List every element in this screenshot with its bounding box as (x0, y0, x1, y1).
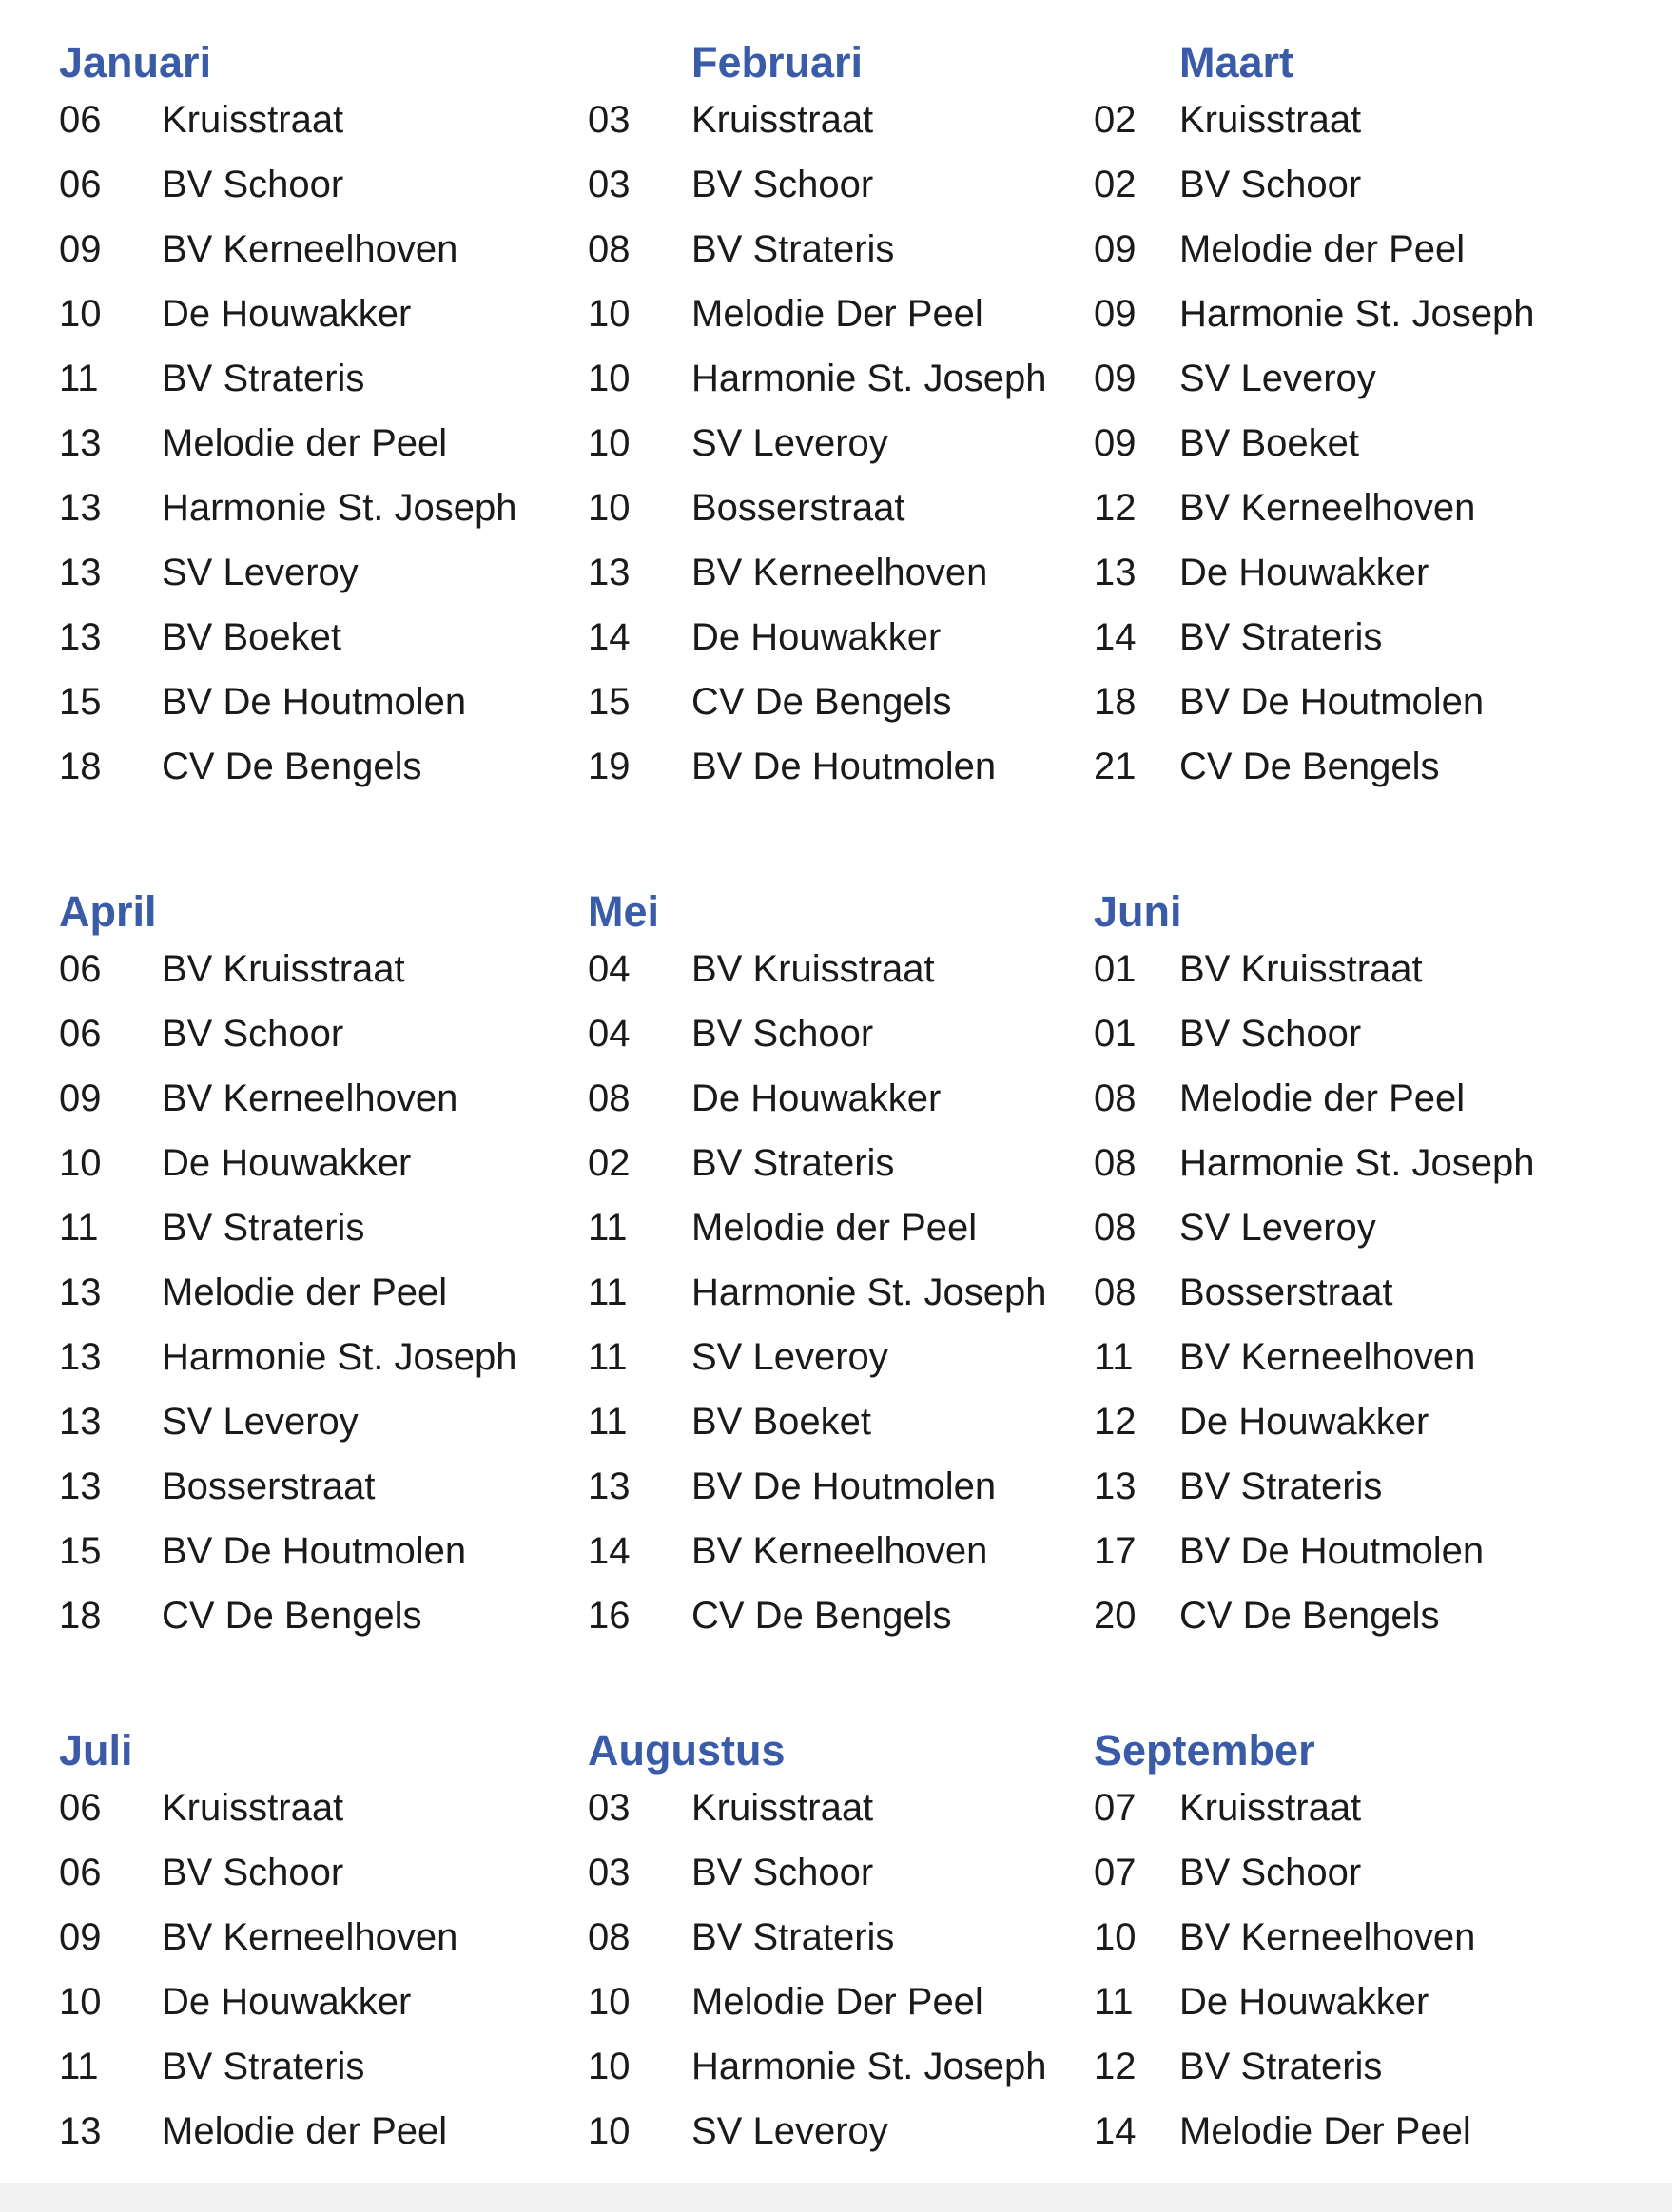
schedule-organisation: BV Strateris (1179, 616, 1383, 658)
schedule-day: 16 (588, 1595, 631, 1637)
schedule-day: 11 (59, 1207, 99, 1249)
schedule-row (588, 1195, 1101, 1260)
schedule-row (1094, 1195, 1607, 1260)
schedule-organisation: SV Leveroy (1179, 1207, 1376, 1249)
schedule-row (59, 937, 573, 1001)
schedule-organisation: De Houwakker (691, 616, 942, 658)
schedule-organisation: SV Leveroy (691, 1336, 888, 1378)
schedule-row (588, 411, 1101, 475)
schedule-day: 09 (59, 1077, 102, 1119)
schedule-row (59, 1454, 573, 1519)
schedule-day: 10 (588, 487, 631, 529)
schedule-row (59, 1583, 573, 1648)
schedule-organisation: Bosserstraat (162, 1465, 376, 1507)
schedule-organisation: Harmonie St. Joseph (162, 1336, 517, 1378)
schedule-organisation: CV De Bengels (162, 746, 422, 787)
schedule-organisation: BV Schoor (691, 1013, 874, 1055)
schedule-row (588, 2034, 1101, 2099)
schedule-organisation: Melodie der Peel (1179, 1077, 1466, 1119)
schedule-organisation: Melodie der Peel (162, 422, 448, 464)
schedule-day: 11 (59, 358, 99, 399)
schedule-day: 12 (1094, 1401, 1137, 1443)
schedule-day: 18 (1094, 681, 1137, 723)
schedule-day: 06 (59, 164, 102, 205)
schedule-day: 10 (588, 422, 631, 464)
schedule-day: 09 (1094, 358, 1137, 399)
schedule-row (1094, 346, 1607, 411)
schedule-row (59, 1001, 573, 1066)
schedule-row (1094, 1775, 1607, 1840)
schedule-day: 08 (1094, 1077, 1137, 1119)
schedule-row (1094, 1131, 1607, 1195)
schedule-row (59, 1519, 573, 1583)
schedule-row (1094, 1905, 1607, 1969)
schedule-row (588, 1905, 1101, 1969)
schedule-organisation: Melodie Der Peel (691, 1981, 983, 2023)
schedule-organisation: BV Kerneelhoven (691, 552, 988, 593)
schedule-day: 11 (588, 1336, 628, 1378)
schedule-organisation: BV Kerneelhoven (162, 228, 458, 270)
schedule-organisation: BV Schoor (1179, 164, 1362, 205)
schedule-organisation: De Houwakker (162, 1981, 412, 2023)
month-title: Juli (59, 1726, 133, 1775)
schedule-day: 03 (588, 1787, 631, 1829)
schedule-organisation: Kruisstraat (162, 1787, 344, 1829)
schedule-organisation: Melodie Der Peel (1179, 2110, 1471, 2152)
schedule-organisation: CV De Bengels (691, 1595, 952, 1637)
schedule-row (59, 411, 573, 475)
month-entries (1094, 937, 1607, 1648)
schedule-row (588, 1325, 1101, 1389)
schedule-row (1094, 411, 1607, 475)
schedule-organisation: BV Kerneelhoven (162, 1077, 458, 1119)
schedule-organisation: Bosserstraat (1179, 1271, 1393, 1313)
schedule-row (59, 605, 573, 669)
schedule-day: 13 (588, 552, 631, 593)
schedule-row (59, 1066, 573, 1131)
schedule-organisation: BV Schoor (1179, 1013, 1362, 1055)
schedule-row (1094, 540, 1607, 605)
schedule-day: 02 (588, 1142, 631, 1184)
schedule-day: 09 (1094, 293, 1137, 335)
month-entries (59, 937, 573, 1648)
schedule-organisation: SV Leveroy (162, 1401, 359, 1443)
schedule-day: 14 (1094, 616, 1137, 658)
schedule-row (59, 346, 573, 411)
month-title: Juni (1094, 887, 1182, 936)
schedule-row (588, 217, 1101, 281)
schedule-day: 09 (1094, 228, 1137, 270)
schedule-row (1094, 1066, 1607, 1131)
schedule-organisation: Bosserstraat (691, 487, 905, 529)
month-block-augustus (588, 1726, 1101, 2163)
schedule-row (1094, 1969, 1607, 2034)
schedule-day: 03 (588, 99, 631, 141)
schedule-row (1094, 1325, 1607, 1389)
schedule-row (1094, 669, 1607, 734)
schedule-row (59, 475, 573, 540)
schedule-row (1094, 152, 1607, 217)
schedule-day: 02 (1094, 99, 1137, 141)
schedule-row (59, 1260, 573, 1325)
schedule-day: 13 (59, 616, 102, 658)
schedule-day: 07 (1094, 1787, 1137, 1829)
schedule-organisation: CV De Bengels (691, 681, 952, 723)
schedule-row (59, 2099, 573, 2163)
schedule-day: 13 (59, 1401, 102, 1443)
schedule-organisation: Melodie der Peel (691, 1207, 978, 1249)
schedule-day: 21 (1094, 746, 1137, 787)
month-title: Mei (588, 887, 660, 936)
schedule-day: 13 (1094, 552, 1137, 593)
schedule-row (588, 669, 1101, 734)
schedule-organisation: BV Kruisstraat (162, 948, 405, 990)
schedule-row (588, 281, 1101, 346)
schedule-row (59, 734, 573, 799)
schedule-organisation: BV Strateris (691, 228, 895, 270)
month-entries (59, 87, 573, 799)
schedule-row (1094, 1260, 1607, 1325)
schedule-day: 10 (1094, 1916, 1137, 1958)
schedule-row (588, 540, 1101, 605)
schedule-day: 15 (59, 1530, 102, 1572)
schedule-day: 08 (1094, 1271, 1137, 1313)
schedule-organisation: Kruisstraat (691, 99, 874, 141)
schedule-organisation: De Houwakker (162, 1142, 412, 1184)
schedule-day: 06 (59, 1013, 102, 1055)
schedule-row (588, 1583, 1101, 1648)
schedule-organisation: BV Strateris (1179, 1465, 1383, 1507)
schedule-row (588, 475, 1101, 540)
schedule-row (588, 87, 1101, 152)
month-entries (59, 1775, 573, 2163)
schedule-day: 06 (59, 99, 102, 141)
schedule-row (588, 1454, 1101, 1519)
schedule-organisation: De Houwakker (162, 293, 412, 335)
schedule-row (1094, 1454, 1607, 1519)
schedule-day: 01 (1094, 948, 1137, 990)
schedule-day: 15 (588, 681, 631, 723)
schedule-day: 02 (1094, 164, 1137, 205)
schedule-day: 10 (59, 293, 102, 335)
schedule-day: 11 (588, 1271, 628, 1313)
schedule-day: 11 (588, 1401, 628, 1443)
schedule-organisation: Kruisstraat (1179, 99, 1362, 141)
schedule-day: 12 (1094, 487, 1137, 529)
schedule-row (1094, 1840, 1607, 1905)
schedule-organisation: CV De Bengels (1179, 746, 1440, 787)
schedule-day: 01 (1094, 1013, 1137, 1055)
schedule-day: 13 (59, 422, 102, 464)
schedule-organisation: Melodie Der Peel (691, 293, 983, 335)
schedule-row (1094, 475, 1607, 540)
schedule-day: 13 (59, 1465, 102, 1507)
schedule-row (59, 540, 573, 605)
schedule-row (59, 152, 573, 217)
schedule-organisation: BV Kerneelhoven (162, 1916, 458, 1958)
month-entries (588, 937, 1101, 1648)
schedule-day: 13 (59, 1271, 102, 1313)
schedule-organisation: BV Kerneelhoven (1179, 487, 1476, 529)
month-entries (1094, 1775, 1607, 2163)
schedule-organisation: BV Kruisstraat (691, 948, 935, 990)
schedule-row (59, 87, 573, 152)
schedule-day: 08 (588, 1077, 631, 1119)
schedule-row (1094, 2099, 1607, 2163)
schedule-day: 08 (1094, 1207, 1137, 1249)
schedule-organisation: BV De Houtmolen (691, 1465, 997, 1507)
schedule-organisation: BV Strateris (162, 1207, 365, 1249)
schedule-day: 14 (588, 616, 631, 658)
month-block-september (1094, 1726, 1607, 2163)
schedule-organisation: BV Kerneelhoven (691, 1530, 988, 1572)
schedule-day: 18 (59, 1595, 102, 1637)
schedule-day: 14 (1094, 2110, 1137, 2152)
schedule-day: 12 (1094, 2046, 1137, 2087)
schedule-day: 18 (59, 746, 102, 787)
schedule-day: 09 (1094, 422, 1137, 464)
month-block-april (59, 887, 573, 1648)
schedule-row (1094, 281, 1607, 346)
schedule-organisation: SV Leveroy (1179, 358, 1376, 399)
schedule-organisation: Harmonie St. Joseph (691, 1271, 1047, 1313)
schedule-day: 04 (588, 1013, 631, 1055)
schedule-row (588, 1131, 1101, 1195)
schedule-day: 11 (1094, 1336, 1134, 1378)
schedule-row (588, 734, 1101, 799)
schedule-day: 10 (588, 2046, 631, 2087)
month-block-maart (1094, 38, 1607, 799)
schedule-organisation: De Houwakker (1179, 1401, 1429, 1443)
schedule-organisation: Melodie der Peel (162, 1271, 448, 1313)
schedule-day: 08 (588, 228, 631, 270)
schedule-row (59, 1131, 573, 1195)
schedule-row (1094, 734, 1607, 799)
schedule-day: 13 (1094, 1465, 1137, 1507)
schedule-row (588, 1066, 1101, 1131)
schedule-day: 10 (588, 358, 631, 399)
schedule-day: 10 (59, 1142, 102, 1184)
schedule-row (59, 1969, 573, 2034)
schedule-organisation: BV Strateris (162, 358, 365, 399)
schedule-day: 03 (588, 1852, 631, 1893)
schedule-row (1094, 1519, 1607, 1583)
schedule-day: 13 (59, 1336, 102, 1378)
schedule-day: 10 (588, 1981, 631, 2023)
schedule-row (588, 1775, 1101, 1840)
schedule-organisation: Harmonie St. Joseph (691, 2046, 1047, 2087)
schedule-organisation: BV De Houtmolen (162, 1530, 467, 1572)
schedule-day: 09 (59, 228, 102, 270)
schedule-organisation: De Houwakker (1179, 552, 1429, 593)
schedule-organisation: BV Strateris (162, 2046, 365, 2087)
schedule-day: 07 (1094, 1852, 1137, 1893)
schedule-organisation: BV Boeket (1179, 422, 1360, 464)
schedule-day: 08 (1094, 1142, 1137, 1184)
schedule-organisation: BV Strateris (691, 1916, 895, 1958)
schedule-organisation: BV De Houtmolen (1179, 681, 1485, 723)
schedule-organisation: BV Schoor (162, 164, 344, 205)
schedule-organisation: BV Boeket (162, 616, 342, 658)
schedule-organisation: BV Kerneelhoven (1179, 1336, 1476, 1378)
schedule-row (588, 1001, 1101, 1066)
schedule-row (588, 2099, 1101, 2163)
schedule-row (1094, 217, 1607, 281)
schedule-organisation: BV De Houtmolen (1179, 1530, 1485, 1572)
month-entries (588, 1775, 1101, 2163)
schedule-day: 19 (588, 746, 631, 787)
schedule-row (1094, 1001, 1607, 1066)
schedule-day: 14 (588, 1530, 631, 1572)
schedule-row (59, 1389, 573, 1454)
month-title: Februari (691, 38, 864, 87)
schedule-organisation: Harmonie St. Joseph (691, 358, 1047, 399)
schedule-day: 08 (588, 1916, 631, 1958)
schedule-day: 13 (59, 552, 102, 593)
schedule-row (1094, 2034, 1607, 2099)
schedule-organisation: Kruisstraat (1179, 1787, 1362, 1829)
schedule-organisation: BV Strateris (1179, 2046, 1383, 2087)
schedule-organisation: BV Schoor (691, 1852, 874, 1893)
schedule-organisation: BV Strateris (691, 1142, 895, 1184)
schedule-organisation: BV Schoor (691, 164, 874, 205)
schedule-row (1094, 87, 1607, 152)
schedule-day: 03 (588, 164, 631, 205)
schedule-day: 20 (1094, 1595, 1137, 1637)
month-title: Augustus (588, 1726, 786, 1775)
month-block-juni (1094, 887, 1607, 1648)
schedule-day: 10 (59, 1981, 102, 2023)
schedule-organisation: De Houwakker (691, 1077, 942, 1119)
month-title: September (1094, 1726, 1315, 1775)
schedule-row (59, 1905, 573, 1969)
schedule-day: 10 (588, 293, 631, 335)
month-block-mei (588, 887, 1101, 1648)
schedule-row (588, 1840, 1101, 1905)
schedule-organisation: Kruisstraat (691, 1787, 874, 1829)
schedule-row (59, 1195, 573, 1260)
schedule-organisation: Harmonie St. Joseph (162, 487, 517, 529)
schedule-organisation: CV De Bengels (1179, 1595, 1440, 1637)
schedule-day: 11 (1094, 1981, 1134, 2023)
schedule-organisation: BV Kerneelhoven (1179, 1916, 1476, 1958)
schedule-row (1094, 1389, 1607, 1454)
schedule-row (59, 1325, 573, 1389)
page-bottom-edge (0, 2183, 1672, 2212)
schedule-row (588, 152, 1101, 217)
schedule-organisation: De Houwakker (1179, 1981, 1429, 2023)
schedule-row (588, 605, 1101, 669)
month-title: April (59, 887, 157, 936)
schedule-organisation: Melodie der Peel (162, 2110, 448, 2152)
month-entries (1094, 87, 1607, 799)
schedule-organisation: BV Schoor (1179, 1852, 1362, 1893)
month-entries (588, 87, 1101, 799)
schedule-organisation: BV De Houtmolen (162, 681, 467, 723)
schedule-row (588, 1519, 1101, 1583)
schedule-day: 13 (588, 1465, 631, 1507)
schedule-day: 04 (588, 948, 631, 990)
schedule-row (1094, 605, 1607, 669)
schedule-organisation: SV Leveroy (162, 552, 359, 593)
schedule-row (588, 1969, 1101, 2034)
month-block-januari (59, 38, 573, 799)
schedule-organisation: Harmonie St. Joseph (1179, 293, 1535, 335)
schedule-row (59, 1775, 573, 1840)
month-title: Maart (1179, 38, 1294, 87)
schedule-organisation: BV Kruisstraat (1179, 948, 1423, 990)
schedule-day: 06 (59, 1852, 102, 1893)
schedule-organisation: BV Schoor (162, 1852, 344, 1893)
schedule-day: 13 (59, 2110, 102, 2152)
schedule-day: 13 (59, 487, 102, 529)
schedule-organisation: BV Boeket (691, 1401, 872, 1443)
schedule-row (59, 1840, 573, 1905)
schedule-day: 06 (59, 948, 102, 990)
schedule-row (59, 669, 573, 734)
schedule-row (1094, 1583, 1607, 1648)
schedule-day: 06 (59, 1787, 102, 1829)
schedule-organisation: Melodie der Peel (1179, 228, 1466, 270)
schedule-day: 09 (59, 1916, 102, 1958)
schedule-row (588, 346, 1101, 411)
schedule-organisation: SV Leveroy (691, 2110, 888, 2152)
schedule-organisation: BV Schoor (162, 1013, 344, 1055)
schedule-organisation: BV De Houtmolen (691, 746, 997, 787)
schedule-organisation: CV De Bengels (162, 1595, 422, 1637)
schedule-row (59, 217, 573, 281)
schedule-row (588, 1389, 1101, 1454)
schedule-day: 17 (1094, 1530, 1137, 1572)
month-block-februari (588, 38, 1101, 799)
schedule-day: 11 (588, 1207, 628, 1249)
schedule-day: 11 (59, 2046, 99, 2087)
month-block-juli (59, 1726, 573, 2163)
schedule-organisation: Harmonie St. Joseph (1179, 1142, 1535, 1184)
schedule-row (59, 281, 573, 346)
schedule-row (59, 2034, 573, 2099)
schedule-day: 10 (588, 2110, 631, 2152)
month-title: Januari (59, 38, 212, 87)
schedule-day: 15 (59, 681, 102, 723)
schedule-row (588, 1260, 1101, 1325)
schedule-organisation: Kruisstraat (162, 99, 344, 141)
schedule-row (588, 937, 1101, 1001)
schedule-row (1094, 937, 1607, 1001)
schedule-organisation: SV Leveroy (691, 422, 888, 464)
